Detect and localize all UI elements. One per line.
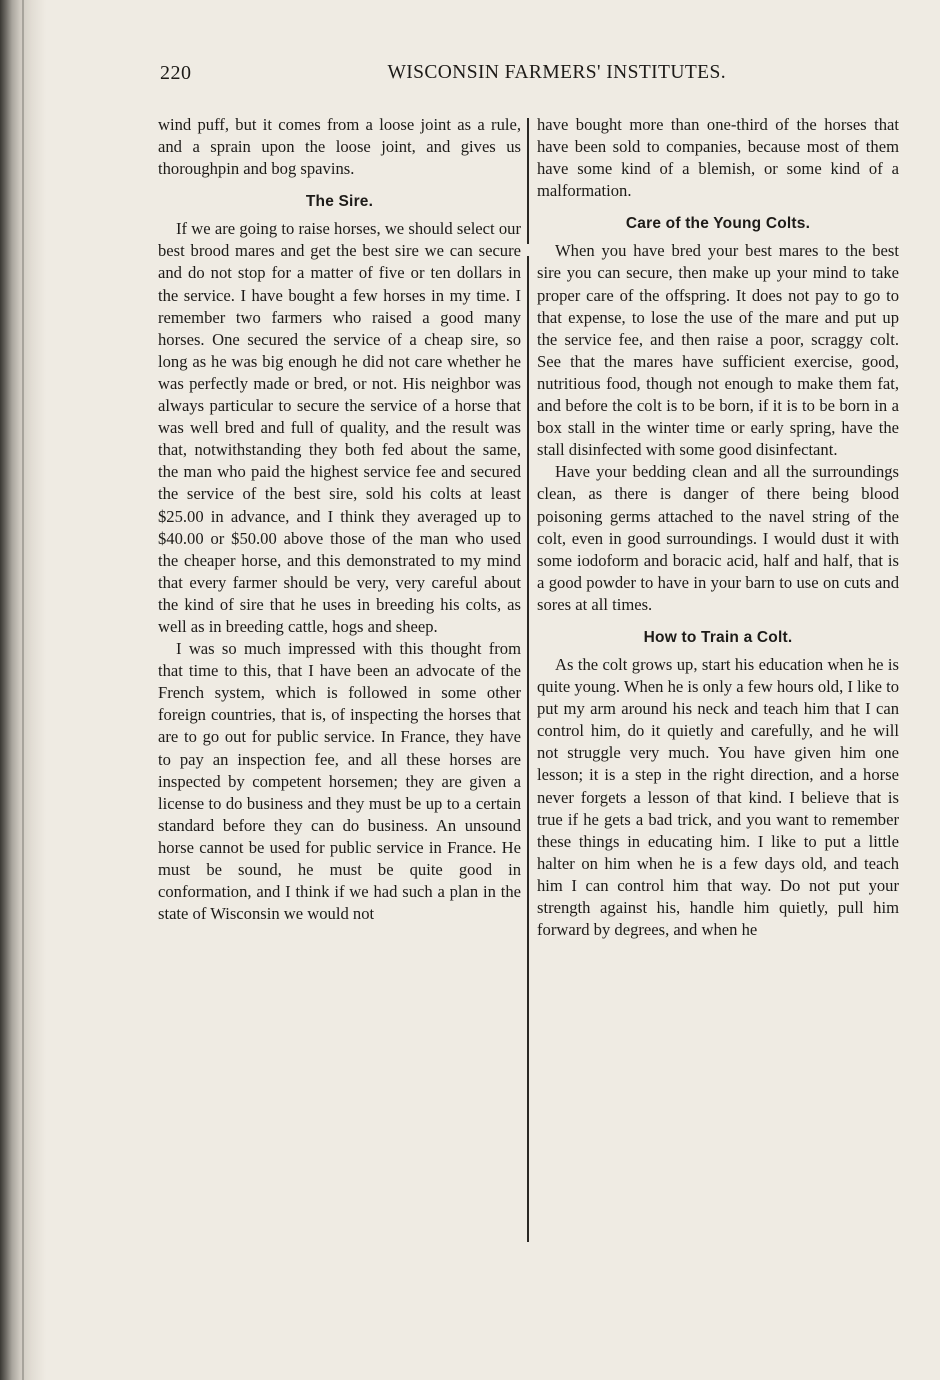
- paragraph-continued-right: have bought more than one-third of the horses that have been sold to companies, because most of them have some kind of a blemish, or some kind of a malformation.: [537, 115, 899, 201]
- heading-how-to-train-a-colt: How to Train a Colt.: [643, 628, 793, 646]
- right-column: [537, 114, 899, 941]
- left-column: [158, 114, 521, 925]
- paragraph-sire-1: If we are going to raise horses, we should select our best brood mares and get the best sire we can secure and do not stop for a matter of five or ten dollars in the service. I have bought a few horses in my time. I remember two farmers who raised a good many horses. One secured the service of a cheap sire, so long as he was big enough he did not care whether he was perfectly made or bred, or not. His neighbor was always particular to secure the service of a horse that was well bred and full of quality, and the result was that, notwithstanding they both fed about the same, the man who paid the highest service fee and secured the service of the best sire, sold his colts at least $25.00 in advance, and I think they averaged up to $40.00 or $50.00 above those of the man who used the cheaper horse, and this demonstrated to my mind that every farmer should be very, very careful about the kind of sire that he uses in breeding his colts, as well as in breeding cattle, hogs and sheep.: [158, 219, 521, 636]
- paragraph-sire-2: I was so much impressed with this thought from that time to this, that I have been an advocate of the French system, which is followed in some other foreign countries, that is, of inspecting the horses that are to go out for public service. In France, they have to pay an inspection fee, and all these horses are inspected by competent horsemen; they are given a license to do business and they must be up to a certain standard before they can do business. An unsound horse cannot be used for public service in France. He must be sound, he must be quite good in conformation, and I think if we had such a plan in the state of Wisconsin we would not: [158, 639, 521, 924]
- page-number: 220: [160, 62, 192, 84]
- column-divider-top: [527, 118, 529, 244]
- heading-the-sire: The Sire.: [305, 193, 374, 211]
- page-header: [160, 62, 726, 90]
- paragraph-colts-2: Have your bedding clean and all the surroundings clean, as there is danger of there being blood poisoning germs attached to the navel string of the colt, even in good surroundings. I would dust it with some iodoform and boracic acid, half and half, that is a good powder to have in your barn to use on cuts and sores at all times.: [537, 462, 899, 614]
- paragraph-continued-left: wind puff, but it comes from a loose joint as a rule, and a sprain upon the loose joint, and gives us thoroughpin and bog spavins.: [158, 115, 521, 179]
- column-divider-bottom: [527, 256, 529, 1242]
- heading-care-of-young-colts: Care of the Young Colts.: [625, 215, 811, 233]
- paragraph-colts-1: When you have bred your best mares to the best sire you can secure, then make up your mind to take proper care of the offspring. It does not pay to go to that expense, to lose the use of the mare and put up the service fee, and then raise a poor, scraggy colt. See that the mares have sufficient exercise, good, nutritious food, though not enough to make them fat, and before the colt is to be born, if it is to be born in a box stall in the winter time or early spring, have the stall disinfected with some good disinfectant.: [537, 241, 899, 460]
- running-head: WISCONSIN FARMERS' INSTITUTES.: [387, 62, 726, 83]
- paragraph-train-1: As the colt grows up, start his education when he is quite young. When he is only a few hours old, I like to put my arm around his neck and teach him that I can control him, do it quietly and carefully, and he will not struggle very much. You have given him one lesson; it is a step in the right direction, and a horse never forgets a lesson of that kind. I believe that is true if he gets a bad trick, and you want to remember these things in educating him. I like to put a little halter on him when he is a few days old, and teach him I can control him that way. Do not put your strength against his, handle him quietly, pull him forward by degrees, and when he: [537, 654, 899, 940]
